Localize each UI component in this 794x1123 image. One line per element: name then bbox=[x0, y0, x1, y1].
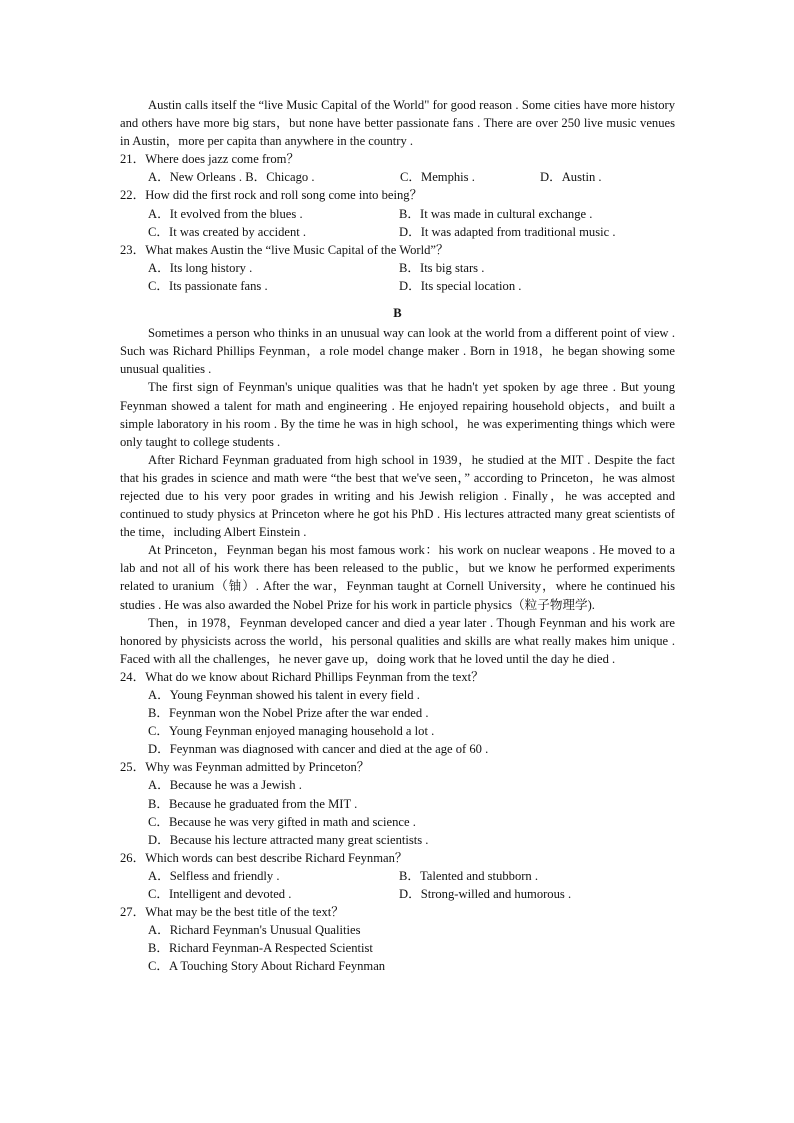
option-22-a[interactable]: A．It evolved from the blues . bbox=[148, 206, 303, 221]
option-21-d[interactable]: D．Austin . bbox=[540, 170, 602, 185]
question-24-options bbox=[120, 686, 675, 758]
question-21-options bbox=[120, 168, 675, 186]
option-25-b[interactable]: B．Because he graduated from the MIT . bbox=[148, 796, 358, 811]
option-24-a[interactable]: A．Young Feynman showed his talent in every field . bbox=[148, 688, 420, 702]
option-23-b[interactable]: B．Its big stars . bbox=[399, 260, 485, 275]
option-23-d[interactable]: D．Its special location . bbox=[399, 278, 522, 293]
section-b-title: B bbox=[393, 306, 402, 321]
question-24: 24．What do we know about Richard Phillips Feynman from the text？ bbox=[120, 669, 484, 684]
option-24-d[interactable]: D．Feynman was diagnosed with cancer and died at the age of 60 . bbox=[148, 742, 489, 757]
option-21-ab[interactable]: A．New Orleans . B．Chicago . bbox=[148, 170, 315, 185]
option-26-b[interactable]: B．Talented and stubborn . bbox=[399, 868, 539, 883]
feynman-paragraph-3: After Richard Feynman graduated from high school in 1939，he studied at the MIT . Despite the fact that his grades in science and math were “the best that we've seen，” according to Princeton，he was almost rejected due to his very poor grades in writing and his Jewish religion . Finally，he was accepted and continued to study physics at Princeton where he got his PhD . His lectures attracted many great scientists of the time，including Albert Einstein . bbox=[120, 452, 675, 540]
question-23: 23．What makes Austin the “live Music Capital of the World”？ bbox=[120, 242, 449, 257]
option-21-c[interactable]: C．Memphis . bbox=[400, 170, 475, 185]
option-27-b[interactable]: B．Richard Feynman-A Respected Scientist bbox=[148, 941, 373, 956]
option-27-a[interactable]: A．Richard Feynman's Unusual Qualities bbox=[148, 923, 361, 938]
feynman-paragraph-1: Sometimes a person who thinks in an unusual way can look at the world from a different point of view . Such was Richard Phillips Feynman，a role model change maker . Born in 1918，he began showing some unusual qualities . bbox=[120, 326, 675, 377]
option-25-c[interactable]: C．Because he was very gifted in math and science . bbox=[148, 814, 416, 829]
option-22-d[interactable]: D．It was adapted from traditional music . bbox=[399, 224, 616, 239]
option-27-c[interactable]: C．A Touching Story About Richard Feynman bbox=[148, 959, 386, 974]
question-22: 22．How did the first rock and roll song come into being？ bbox=[120, 188, 423, 203]
option-26-d[interactable]: D．Strong-willed and humorous . bbox=[399, 887, 572, 902]
feynman-paragraph-4: At Princeton，Feynman began his most famous work：his work on nuclear weapons . He moved to a lab and not all of his work there has been released to the public，but we know he performed experiments related to uranium（铀）. After the war，Feynman taught at Cornell University，where he continued his studies . He was also awarded the Nobel Prize for his work in particle physics（粒子物理学). bbox=[120, 543, 675, 612]
option-24-c[interactable]: C．Young Feynman enjoyed managing household a lot . bbox=[148, 724, 435, 739]
question-22-options bbox=[120, 205, 675, 241]
question-27: 27．What may be the best title of the text？ bbox=[120, 905, 344, 920]
option-24-b[interactable]: B．Feynman won the Nobel Prize after the war ended . bbox=[148, 706, 429, 721]
option-25-d[interactable]: D．Because his lecture attracted many great scientists . bbox=[148, 832, 429, 847]
option-22-c[interactable]: C．It was created by accident . bbox=[148, 224, 307, 239]
question-23-options bbox=[120, 259, 675, 295]
option-26-a[interactable]: A．Selfless and friendly . bbox=[148, 868, 280, 883]
question-26: 26．Which words can best describe Richard Feynman？ bbox=[120, 850, 408, 865]
feynman-paragraph-5: Then，in 1978，Feynman developed cancer and died a year later . Though Feynman and his work are honored by physicists across the world，his personal qualities and skills are what really makes him unique . Faced with all the challenges，he never gave up，doing work that he loved until the day he died . bbox=[120, 615, 675, 666]
option-26-c[interactable]: C．Intelligent and devoted . bbox=[148, 887, 292, 902]
option-25-a[interactable]: A．Because he was a Jewish . bbox=[148, 778, 302, 793]
option-22-b[interactable]: B．It was made in cultural exchange . bbox=[399, 206, 593, 221]
question-26-options bbox=[120, 867, 675, 903]
feynman-paragraph-2: The first sign of Feynman's unique qualities was that he hadn't yet spoken by age three . But young Feynman showed a talent for math and engineering . He enjoyed repairing household objects，and built a simple laboratory in his room . By the time he was in high school，he was experimenting things which were only taught to college students . bbox=[120, 380, 675, 449]
question-27-options bbox=[120, 921, 675, 975]
option-23-a[interactable]: A．Its long history . bbox=[148, 260, 253, 275]
option-23-c[interactable]: C．Its passionate fans . bbox=[148, 278, 268, 293]
question-25: 25．Why was Feynman admitted by Princeton？ bbox=[120, 760, 370, 775]
exam-page bbox=[120, 96, 675, 976]
question-25-options bbox=[120, 776, 675, 848]
question-21: 21．Where does jazz come from？ bbox=[120, 152, 300, 167]
austin-paragraph: Austin calls itself the “live Music Capital of the World" for good reason . Some cities have more history and others have more big stars，but none have better passionate fans . There are over 250 live music venues in Austin，more per capita than anywhere in the country . bbox=[120, 98, 675, 149]
